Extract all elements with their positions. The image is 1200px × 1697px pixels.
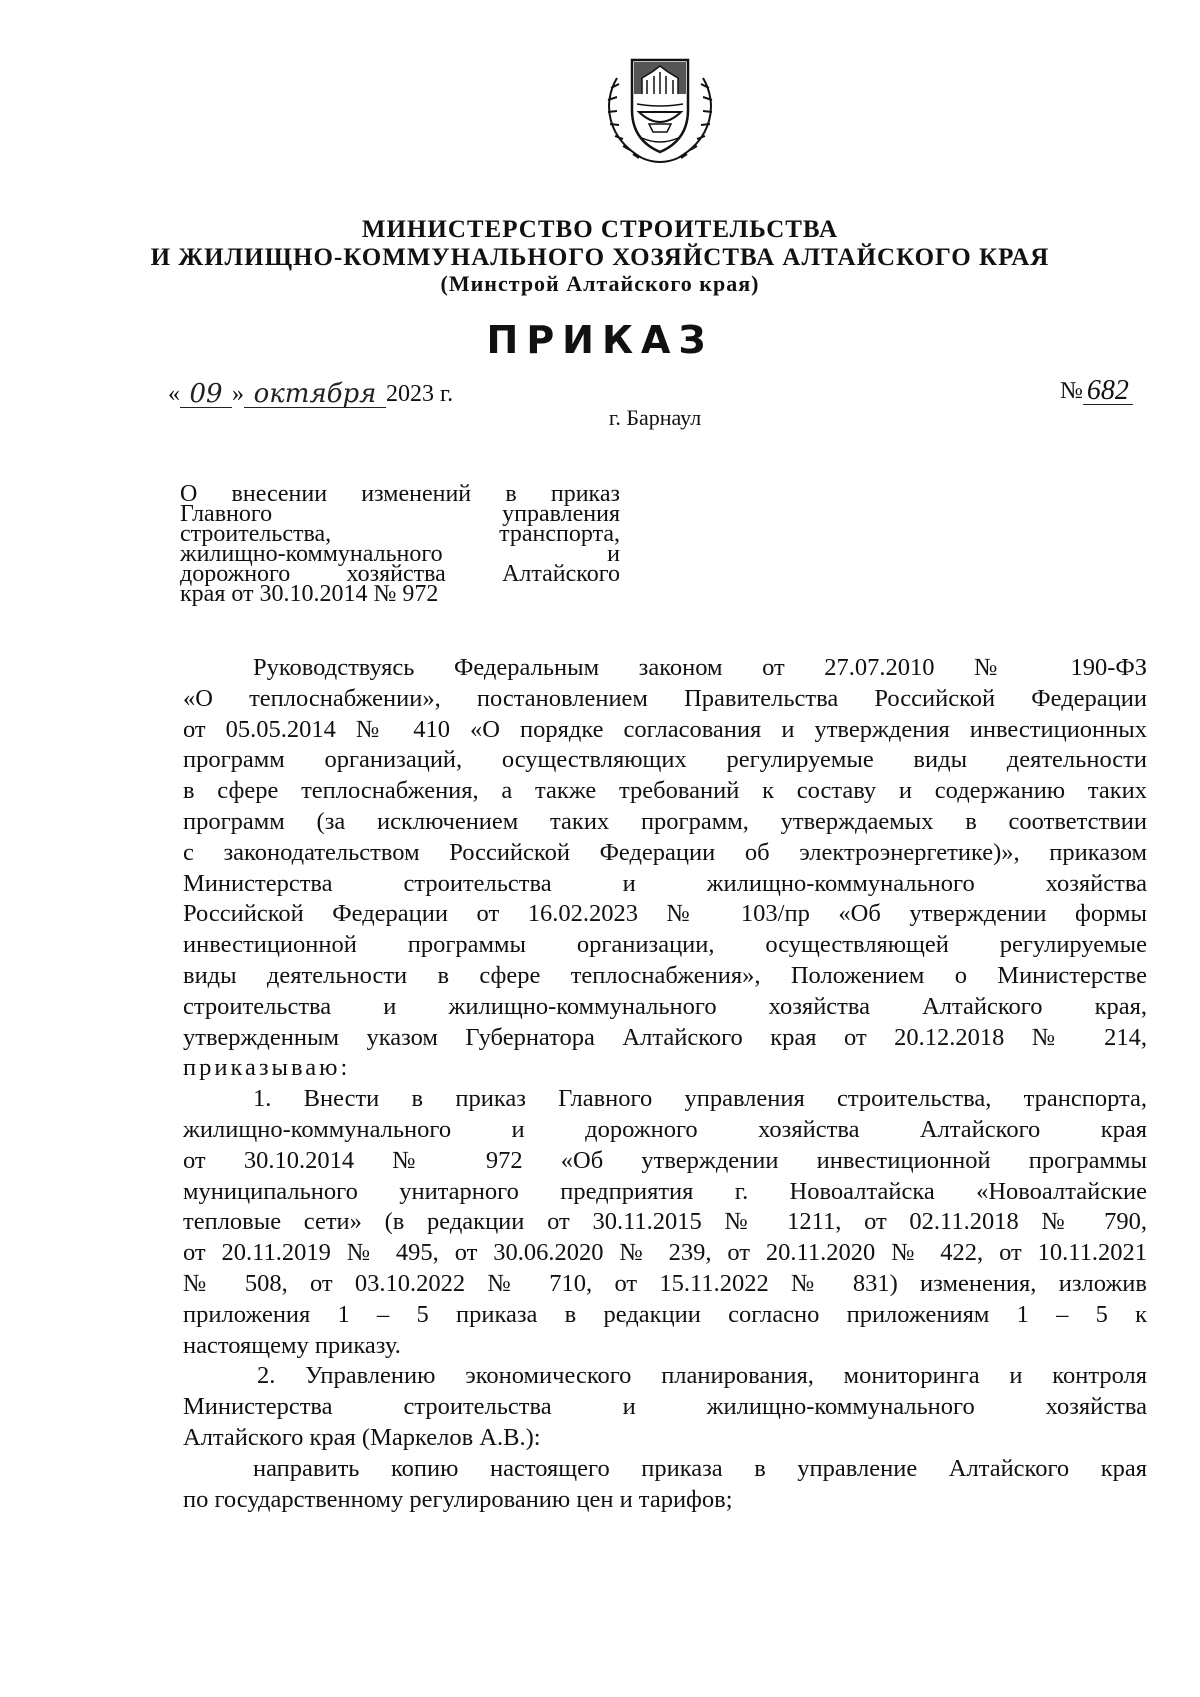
subject-word: края от 30.10.2014 № 972 bbox=[180, 581, 439, 607]
order-body bbox=[183, 653, 1147, 1515]
subject-word: строительства, bbox=[180, 521, 332, 547]
subject-word: хозяйства bbox=[346, 561, 446, 587]
subject-word: жилищно-коммунального bbox=[180, 541, 443, 567]
subject-word: приказ bbox=[550, 481, 620, 507]
coat-of-arms-emblem bbox=[597, 48, 723, 166]
subject-word: изменений bbox=[361, 481, 472, 507]
text-line: программ организаций, осуществляющих регулируемые виды деятельности bbox=[183, 746, 1147, 774]
item-1-paragraph bbox=[183, 1084, 1147, 1361]
text-line: приложения 1 – 5 приказа в редакции согласно приложениям 1 – 5 к bbox=[183, 1300, 1147, 1328]
date-month-handwritten: октября bbox=[244, 381, 386, 408]
number-value-handwritten: 682 bbox=[1083, 378, 1133, 405]
text-line: направить копию настоящего приказа в управление Алтайского края bbox=[253, 1454, 1147, 1482]
text-line: 1. Внести в приказ Главного управления строительства, транспорта, bbox=[253, 1085, 1147, 1113]
text-line: Алтайского края (Маркелов А.В.): bbox=[183, 1423, 541, 1451]
text-line: инвестиционной программы организации, осуществляющей регулируемые bbox=[183, 931, 1147, 959]
text-line: от 05.05.2014 № 410 «О порядке согласования и утверждения инвестиционных bbox=[183, 715, 1147, 743]
subject-word: О bbox=[180, 481, 198, 507]
city: г. Барнаул bbox=[608, 405, 702, 430]
text-line: Министерства строительства и жилищно-коммунального хозяйства bbox=[183, 1393, 1147, 1421]
ministry-name-line-1: МИНИСТЕРСТВО СТРОИТЕЛЬСТВА bbox=[361, 216, 839, 243]
text-line: Руководствуясь Федеральным законом от 27.07.2010 № 190-ФЗ bbox=[253, 654, 1147, 681]
subject-word: управления bbox=[502, 501, 620, 527]
text-line: «О теплоснабжении», постановлением Правительства Российской Федерации bbox=[183, 684, 1147, 712]
order-word: приказываю: bbox=[183, 1054, 351, 1082]
subject-word: Алтайского bbox=[502, 561, 620, 587]
subject-word: внесении bbox=[231, 481, 328, 507]
text-line: Российской Федерации от 16.02.2023 № 103/пр «Об утверждении формы bbox=[183, 900, 1147, 928]
text-line: с законодательством Российской Федерации об электроэнергетике)», приказом bbox=[183, 838, 1147, 866]
date-close-quote: » bbox=[232, 381, 244, 407]
number-prefix: № bbox=[1060, 378, 1083, 404]
order-number bbox=[1060, 375, 1133, 406]
ministry-name-line-2: И ЖИЛИЩНО-КОММУНАЛЬНОГО ХОЗЯЙСТВА АЛТАЙСКОГО КРАЯ bbox=[150, 244, 1050, 271]
order-date bbox=[168, 381, 453, 408]
ministry-short-name: (Минстрой Алтайского края) bbox=[440, 271, 760, 296]
subject-word: в bbox=[505, 481, 517, 507]
text-line: тепловые сети» (в редакции от 30.11.2015 № 1211, от 02.11.2018 № 790, bbox=[183, 1208, 1147, 1236]
text-line: утвержденным указом Губернатора Алтайского края от 20.12.2018 № 214, bbox=[183, 1023, 1147, 1051]
text-line: 2. Управлению экономического планирования, мониторинга и контроля bbox=[257, 1362, 1147, 1390]
altai-krai-coat-of-arms-icon bbox=[597, 48, 723, 166]
date-day-handwritten: 09 bbox=[180, 381, 232, 408]
text-line: от 20.11.2019 № 495, от 30.06.2020 № 239, от 20.11.2020 № 422, от 10.11.2021 bbox=[183, 1239, 1147, 1267]
text-line: жилищно-коммунального и дорожного хозяйства Алтайского края bbox=[183, 1115, 1147, 1143]
text-line: виды деятельности в сфере теплоснабжения», Положением о Министерстве bbox=[183, 961, 1147, 989]
text-line: программ (за исключением таких программ, утверждаемых в соответствии bbox=[183, 807, 1147, 835]
subject-word: дорожного bbox=[180, 561, 291, 587]
text-line: по государственному регулированию цен и тарифов; bbox=[183, 1485, 733, 1513]
text-line: Министерства строительства и жилищно-коммунального хозяйства bbox=[183, 869, 1147, 897]
subject-word: Главного bbox=[180, 501, 273, 527]
text-line: строительства и жилищно-коммунального хозяйства Алтайского края, bbox=[183, 992, 1147, 1020]
text-line: № 508, от 03.10.2022 № 710, от 15.11.2022 № 831) изменения, изложив bbox=[183, 1269, 1147, 1297]
text-line: от 30.10.2014 № 972 «Об утверждении инвестиционной программы bbox=[183, 1146, 1147, 1174]
date-year: 2023 г. bbox=[386, 381, 454, 407]
preamble-paragraph bbox=[183, 653, 1147, 1053]
document-type-title: ПРИКАЗ bbox=[486, 318, 714, 362]
subject-word: транспорта, bbox=[499, 521, 620, 547]
item-2-paragraph bbox=[183, 1361, 1147, 1453]
text-line: муниципального унитарного предприятия г. Новоалтайска «Новоалтайские bbox=[183, 1177, 1147, 1205]
order-subject bbox=[180, 481, 620, 607]
item-2-subparagraph bbox=[183, 1454, 1147, 1516]
text-line: в сфере теплоснабжения, а также требований к составу и содержанию таких bbox=[183, 777, 1147, 805]
date-open-quote: « bbox=[168, 381, 180, 407]
subject-line bbox=[180, 581, 620, 607]
text-line: настоящему приказу. bbox=[183, 1331, 401, 1359]
subject-word: и bbox=[607, 541, 620, 567]
